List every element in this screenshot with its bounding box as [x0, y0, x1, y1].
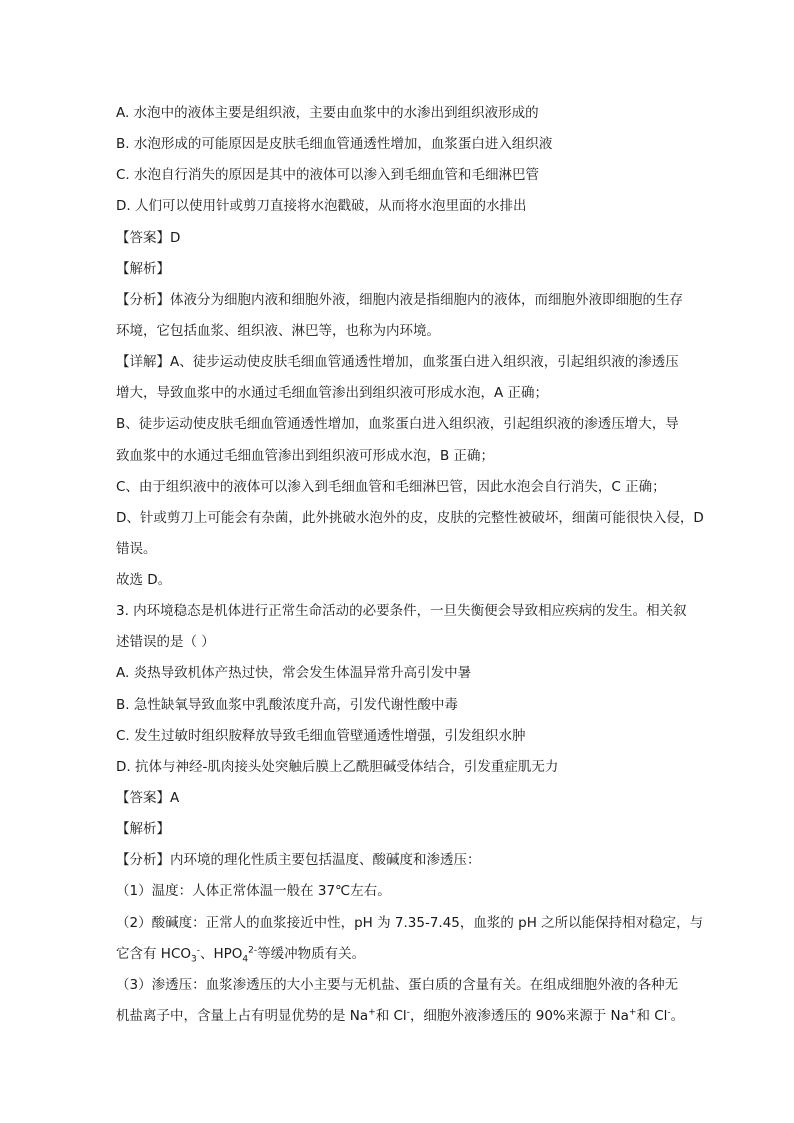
q2-xiangjie-line-7: 错误。 — [116, 541, 157, 557]
q2-xiangjie-line-5: C、由于组织液中的液体可以渗入到毛细血管和毛细淋巴管，因此水泡会自行消失，C 正确； — [116, 479, 666, 495]
q3-option-a: A. 炎热导致机体产热过快，常会发生体温异常升高引发中暑 — [116, 665, 472, 681]
q2-xiangjie-line-6: D、针或剪刀上可能会有杂菌，此外挑破水泡外的皮，皮肤的完整性被破坏，细菌可能很快入侵，D — [116, 510, 704, 526]
q2-analysis-label: 【解析】 — [116, 261, 170, 277]
q3-ph-line-2: 它含有 $HCO_3^-$、$HPO_4^{2-}$等缓冲物质有关。 — [116, 945, 366, 965]
q2-xiangjie-line-4: 致血浆中的水通过毛细血管渗出到组织液可形成水泡，B 正确； — [116, 448, 495, 464]
q2-option-d: D. 人们可以使用针或剪刀直接将水泡戳破，从而将水泡里面的水排出 — [116, 198, 527, 214]
q3-fenxi-line-1: 【分析】内环境的理化性质主要包括温度、酸碱度和渗透压： — [116, 852, 481, 868]
q2-fenxi-line-2: 环境，它包括血浆、组织液、淋巴等，也称为内环境。 — [116, 323, 440, 339]
q3-osmotic-line-1: （3）渗透压：血浆渗透压的大小主要与无机盐、蛋白质的含量有关。在组成细胞外液的各种无 — [116, 977, 679, 993]
q2-option-b: B. 水泡形成的可能原因是皮肤毛细血管通透性增加，血浆蛋白进入组织液 — [116, 136, 553, 152]
q3-temperature: （1）温度：人体正常体温一般在 37℃左右。 — [116, 883, 391, 899]
q3-analysis-label: 【解析】 — [116, 821, 170, 837]
q2-xiangjie-line-3: B、徒步运动使皮肤毛细血管通透性增加，血浆蛋白进入组织液，引起组织液的渗透压增大，导 — [116, 416, 679, 432]
q3-stem-line-1: 3. 内环境稳态是机体进行正常生命活动的必要条件，一旦失衡便会导致相应疾病的发生。相关叙 — [116, 603, 687, 619]
q3-ph-line-1: （2）酸碱度：正常人的血浆接近中性，pH 为 7.35-7.45，血浆的 pH 之所以能保持相对稳定，与 — [116, 915, 704, 931]
q3-osmotic-line-2: 机盐离子中，含量上占有明显优势的是 Na+和 Cl-，细胞外液渗透压的 90%来源于 Na+和 Cl-。 — [116, 1007, 685, 1024]
q2-xiangjie-line-1: 【详解】A、徒步运动使皮肤毛细血管通透性增加，血浆蛋白进入组织液，引起组织液的渗透压 — [116, 354, 679, 370]
q3-option-d: D. 抗体与神经-肌肉接头处突触后膜上乙酰胆碱受体结合，引发重症肌无力 — [116, 759, 559, 775]
q2-answer: 【答案】D — [116, 230, 181, 246]
q2-xiangjie-line-2: 增大，导致血浆中的水通过毛细血管渗出到组织液可形成水泡，A 正确； — [116, 385, 549, 401]
q3-stem-line-2: 述错误的是（ ） — [116, 634, 215, 650]
q3-answer: 【答案】A — [116, 790, 180, 806]
q2-conclusion: 故选 D。 — [116, 572, 172, 588]
q2-option-a: A. 水泡中的液体主要是组织液，主要由血浆中的水渗出到组织液形成的 — [116, 105, 539, 121]
q2-option-c: C. 水泡自行消失的原因是其中的液体可以渗入到毛细血管和毛细淋巴管 — [116, 167, 540, 183]
q2-fenxi-line-1: 【分析】体液分为细胞内液和细胞外液，细胞内液是指细胞内的液体，而细胞外液即细胞的生存 — [116, 292, 683, 308]
q3-option-c: C. 发生过敏时组织胺释放导致毛细血管壁通透性增强，引发组织水肿 — [116, 728, 526, 744]
q3-option-b: B. 急性缺氧导致血浆中乳酸浓度升高，引发代谢性酸中毒 — [116, 697, 458, 713]
